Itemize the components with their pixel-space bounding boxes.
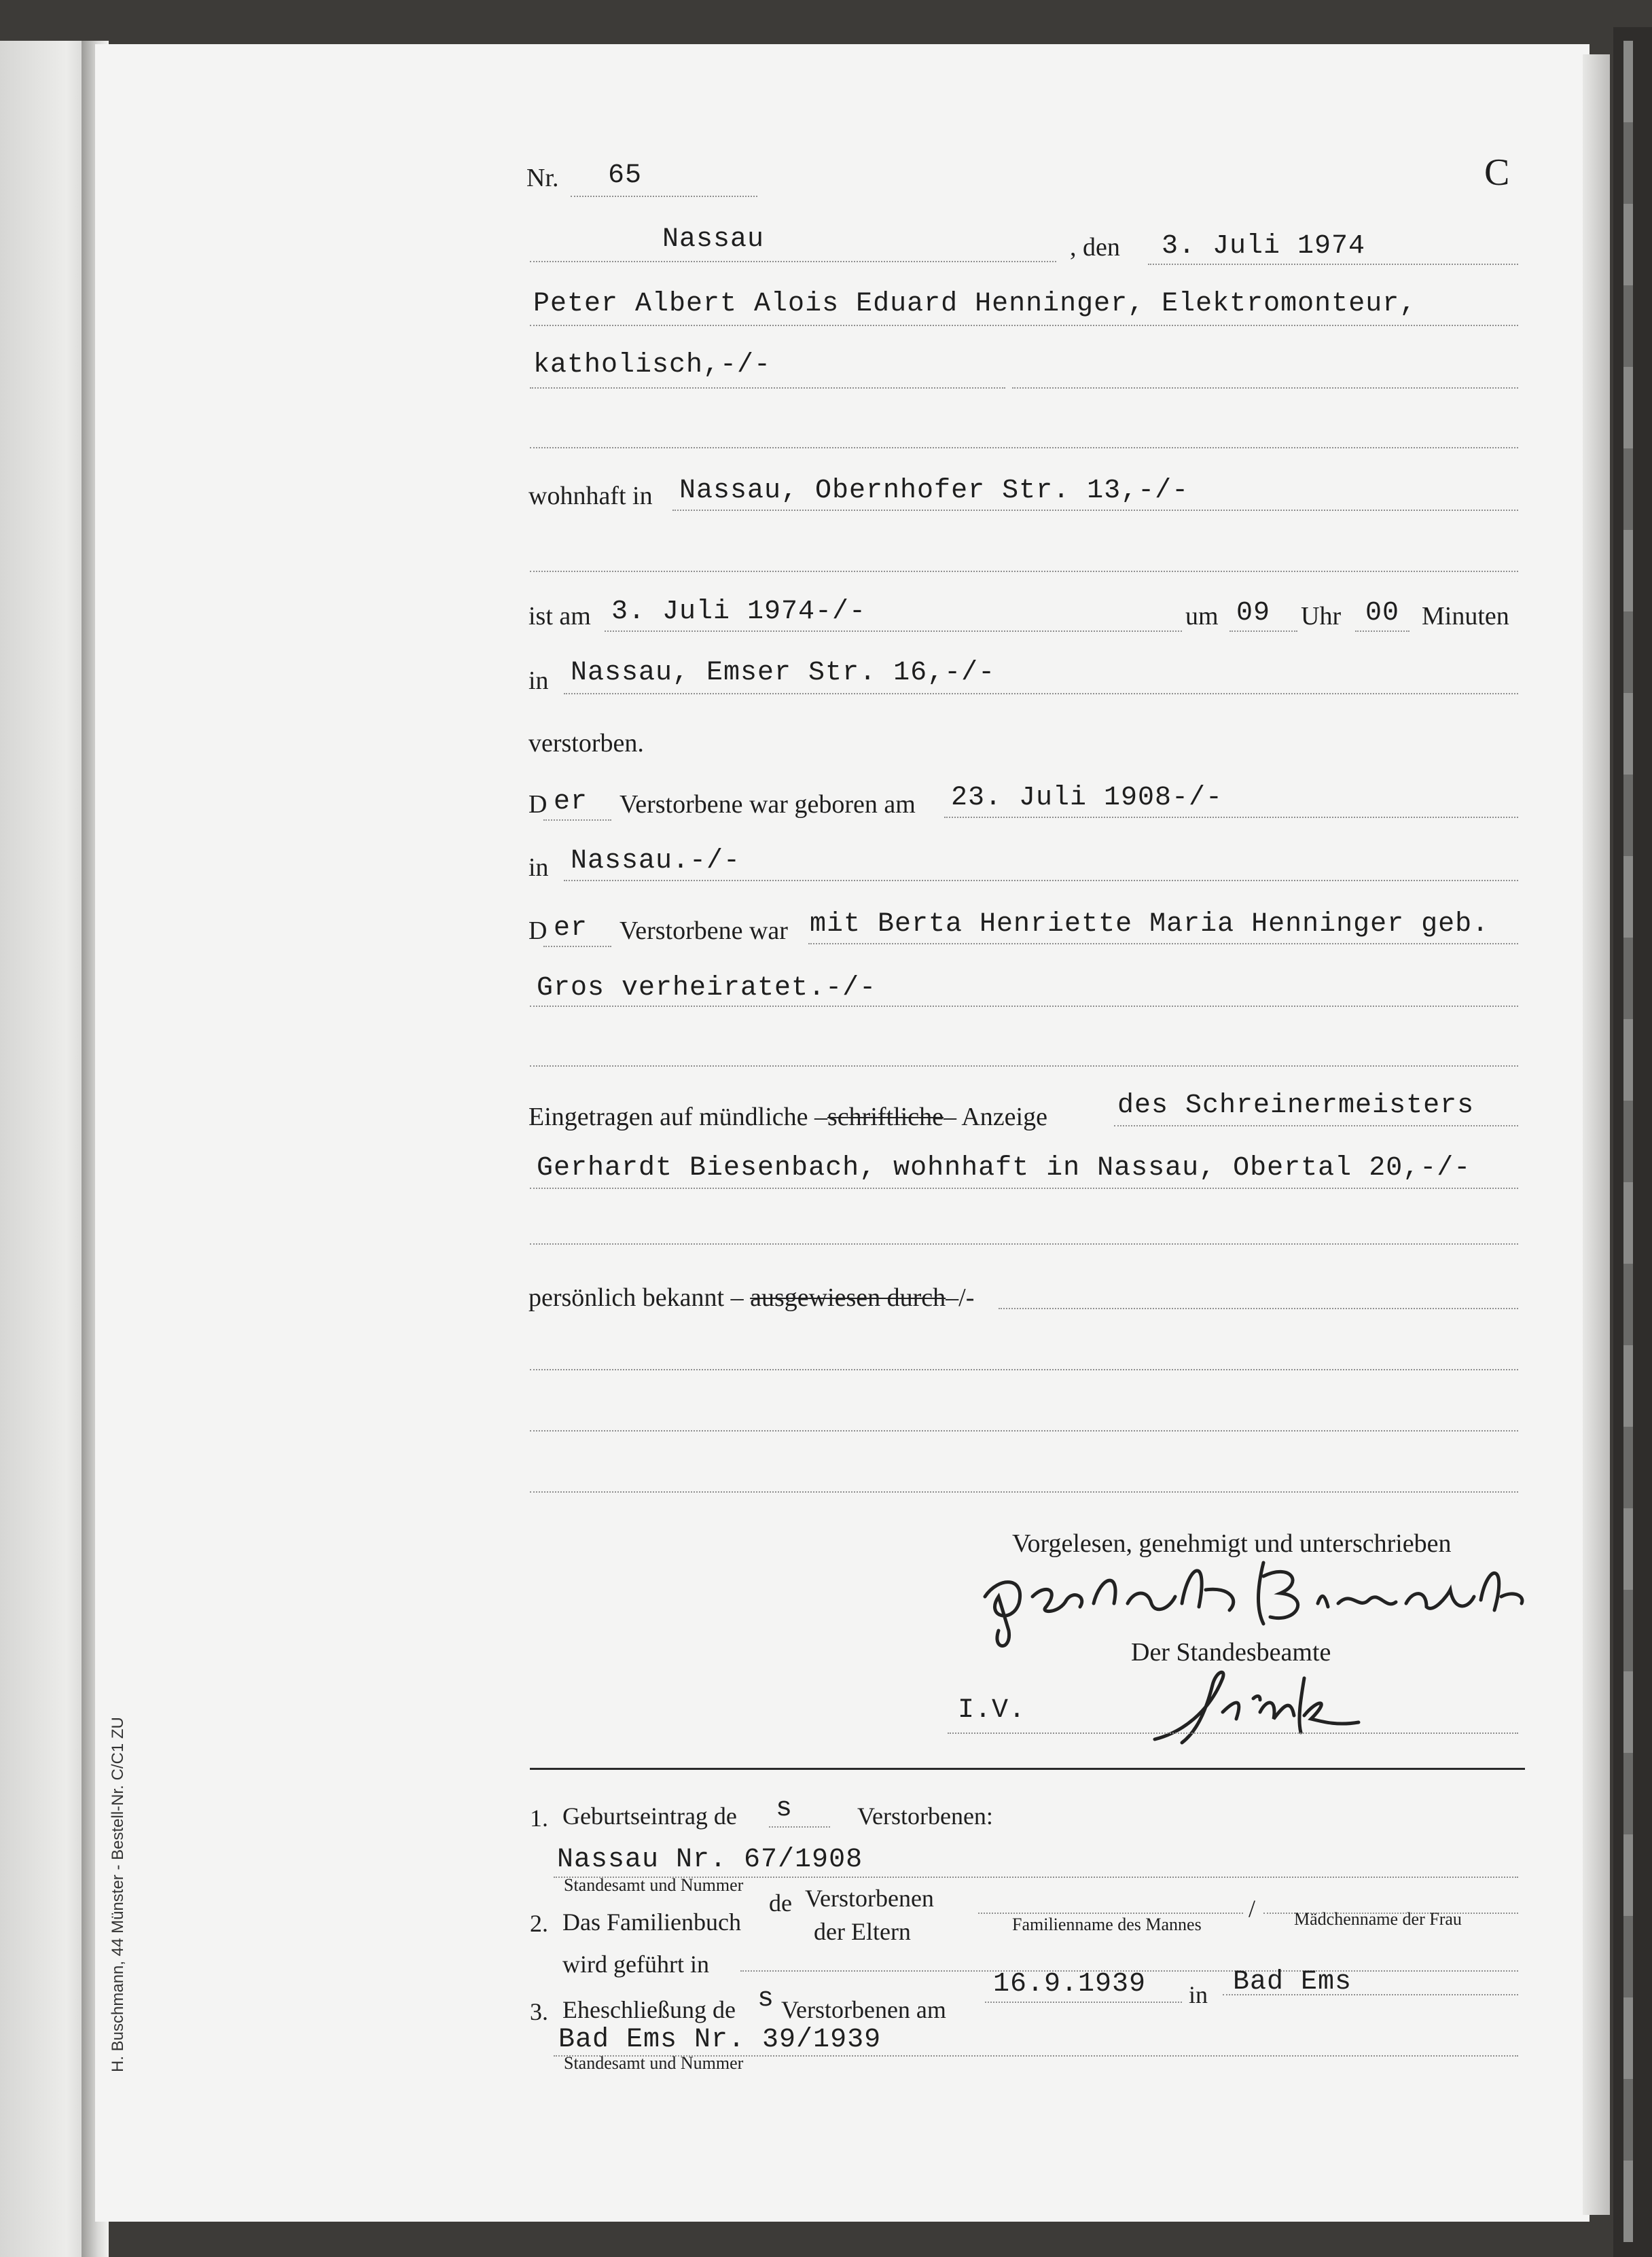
birth-in-label: in	[528, 853, 549, 882]
death-place: Nassau, Emser Str. 16,-/-	[571, 658, 996, 688]
um-label: um	[1185, 602, 1219, 630]
birth-place: Nassau.-/-	[571, 846, 741, 876]
nr-value: 65	[608, 160, 643, 191]
item2-number: 2.	[530, 1910, 548, 1937]
item3-post: Verstorbenen am	[781, 1996, 946, 2023]
den-label: , den	[1070, 233, 1120, 262]
item1-label: Geburtseintrag de	[562, 1802, 737, 1830]
death-hour: 09	[1236, 598, 1271, 628]
birth-article-fill: er	[554, 787, 588, 817]
vorgelesen-label: Vorgelesen, genehmigt und unterschrieben	[1012, 1529, 1452, 1558]
item1-article-fill: s	[776, 1794, 793, 1824]
deceased-religion-line: katholisch,-/-	[533, 350, 772, 380]
previous-page	[0, 41, 95, 2257]
verstorben-label: verstorben.	[528, 729, 644, 758]
standesbeamte-label: Der Standesbeamte	[1131, 1638, 1331, 1667]
page-edge	[1583, 54, 1610, 2215]
item2-line2: wird geführt in	[562, 1951, 709, 1978]
item2-option-eltern: der Eltern	[814, 1918, 911, 1945]
birth-text: Verstorbene war geboren am	[620, 790, 916, 819]
margin-print: H. Buschmann, 44 Münster - Bestell-Nr. C/C1 ZU	[109, 1717, 127, 2072]
anzeige-label: – Anzeige	[943, 1103, 1047, 1131]
item1-number: 1.	[530, 1805, 548, 1832]
item2-caption-husband: Familienname des Mannes	[1012, 1915, 1202, 1934]
uhr-label: Uhr	[1301, 602, 1342, 630]
item3-caption: Standesamt und Nummer	[564, 2053, 744, 2073]
birth-d-label: D	[528, 790, 547, 819]
item3-marriage-register: Bad Ems Nr. 39/1939	[558, 2025, 882, 2055]
persoenlich-fill: –/-	[946, 1283, 975, 1312]
informant-title: des Schreinermeisters	[1117, 1090, 1475, 1121]
item3-marriage-date: 16.9.1939	[993, 1969, 1147, 2000]
item1-post: Verstorbenen:	[857, 1802, 993, 1830]
marriage-d-label: D	[528, 917, 547, 945]
deceased-address: Nassau, Obernhofer Str. 13,-/-	[679, 476, 1189, 506]
item2-caption-wife: Mädchenname der Frau	[1294, 1909, 1462, 1929]
ist-am-label: ist am	[528, 602, 591, 630]
marriage-text: Verstorbene war	[620, 917, 788, 945]
official-signature	[1141, 1658, 1372, 1753]
death-minutes: 00	[1365, 598, 1400, 628]
item3-number: 3.	[530, 1998, 548, 2025]
section-divider	[530, 1768, 1525, 1770]
birth-date: 23. Juli 1908-/-	[951, 783, 1223, 813]
item2-slash: /	[1249, 1895, 1256, 1922]
item3-in-label: in	[1189, 1981, 1208, 2008]
spouse-name: mit Berta Henriette Maria Henninger geb.	[810, 909, 1490, 940]
marriage-article-fill: er	[554, 913, 588, 944]
eingetragen-label: Eingetragen auf mündliche –	[528, 1103, 828, 1131]
cover-edge	[1623, 41, 1633, 2242]
wohnhaft-label: wohnhaft in	[528, 482, 653, 510]
registration-date: 3. Juli 1974	[1162, 231, 1366, 262]
deceased-name-line: Peter Albert Alois Eduard Henninger, Elektromonteur,	[533, 289, 1417, 319]
death-in-label: in	[528, 667, 549, 695]
item3-marriage-place: Bad Ems	[1233, 1967, 1352, 1997]
item3-label: Eheschließung de	[562, 1996, 736, 2023]
place-of-registration: Nassau	[662, 224, 765, 255]
struck-schriftliche: schriftliche	[827, 1103, 944, 1131]
item2-label: Das Familienbuch	[562, 1908, 741, 1936]
item2-de: de	[769, 1889, 792, 1917]
marriage-line2: Gros verheiratet.-/-	[537, 973, 877, 1003]
item2-option-verstorbenen: Verstorbenen	[805, 1885, 934, 1912]
informant-name-address: Gerhardt Biesenbach, wohnhaft in Nassau, Obertal 20,-/-	[537, 1153, 1471, 1184]
item1-caption: Standesamt und Nummer	[564, 1875, 744, 1895]
persoenlich-label: persönlich bekannt –	[528, 1283, 744, 1312]
iv-label: I.V.	[958, 1695, 1026, 1726]
item3-article-fill: s	[757, 1984, 775, 2014]
item1-birth-register: Nassau Nr. 67/1908	[557, 1845, 863, 1875]
minuten-label: Minuten	[1422, 602, 1509, 630]
death-date: 3. Juli 1974-/-	[611, 597, 867, 627]
register-letter: C	[1484, 152, 1510, 194]
struck-ausgewiesen: ausgewiesen durch	[750, 1283, 946, 1312]
nr-label: Nr.	[526, 164, 559, 192]
